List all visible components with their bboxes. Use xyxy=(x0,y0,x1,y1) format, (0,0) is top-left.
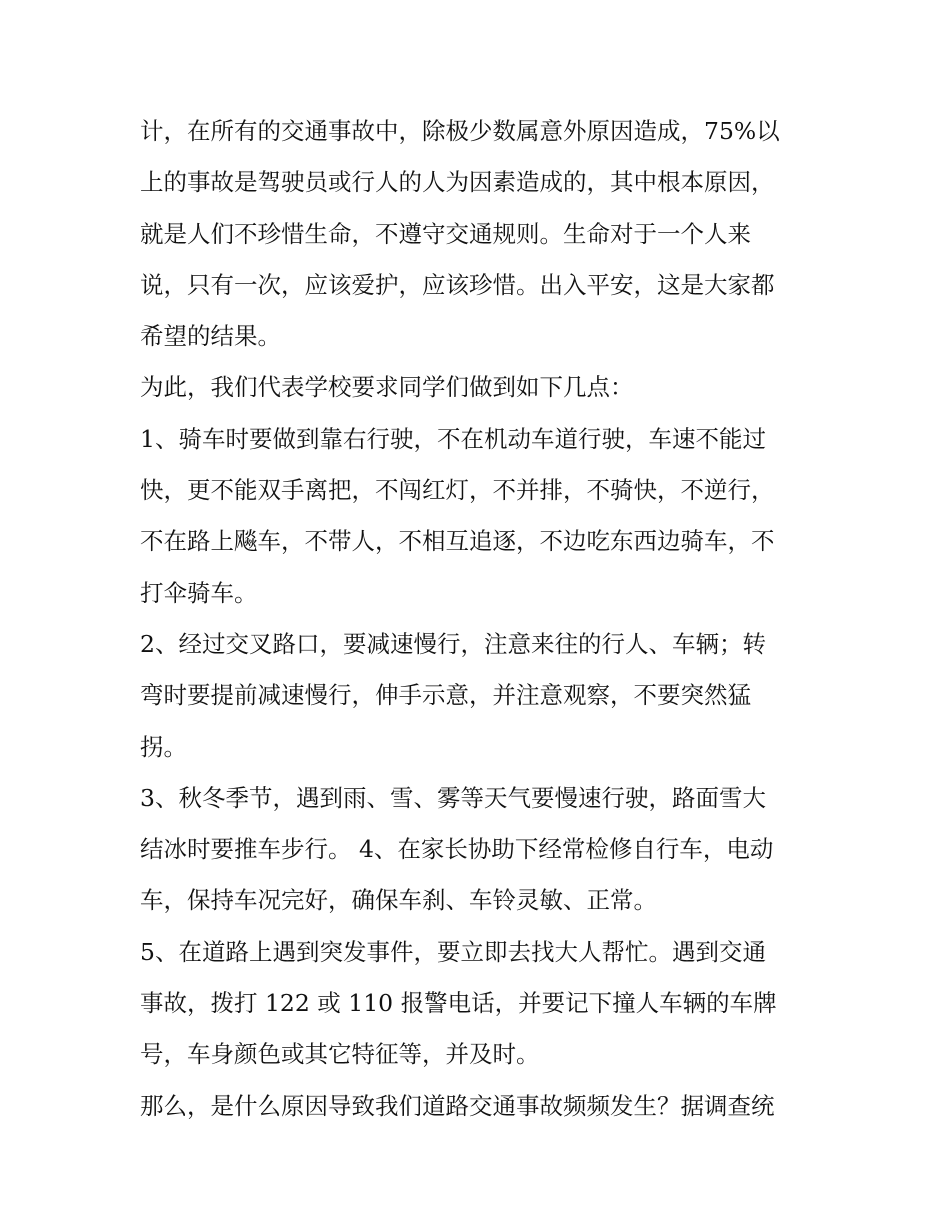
text-line: 为此，我们代表学校要求同学们做到如下几点： xyxy=(140,373,634,402)
text-line: 希望的结果。 xyxy=(140,322,281,351)
text-line: 弯时要提前减速慢行，伸手示意，并注意观察，不要突然猛 xyxy=(140,681,751,710)
text-line: 车，保持车况完好，确保车刹、车铃灵敏、正常。 xyxy=(140,886,657,915)
text-line: 计，在所有的交通事故中，除极少数属意外原因造成，75%以 xyxy=(140,117,780,145)
text-line: 结冰时要推车步行。 4、在家长协助下经常检修自行车，电动 xyxy=(140,835,774,864)
text-line: 快，更不能双手离把，不闯红灯，不并排，不骑快，不逆行， xyxy=(140,476,775,505)
text-line: 事故，拨打 122 或 110 报警电话，并要记下撞人车辆的车牌 xyxy=(140,989,777,1018)
text-line: 那么，是什么原因导致我们道路交通事故频频发生？据调查统 xyxy=(140,1091,775,1120)
text-line: 1、骑车时要做到靠右行驶，不在机动车道行驶，车速不能过 xyxy=(140,424,766,453)
text-line: 3、秋冬季节，遇到雨、雪、雾等天气要慢速行驶，路面雪大 xyxy=(140,783,766,812)
text-line: 不在路上飚车，不带人，不相互追逐，不边吃东西边骑车，不 xyxy=(140,527,775,556)
text-line: 说，只有一次，应该爱护，应该珍惜。出入平安，这是大家都 xyxy=(140,270,775,299)
text-line: 打伞骑车。 xyxy=(140,578,258,607)
text-line: 2、经过交叉路口，要减速慢行，注意来往的行人、车辆；转 xyxy=(140,629,766,658)
text-line: 上的事故是驾驶员或行人的人为因素造成的，其中根本原因， xyxy=(140,168,775,197)
text-line: 号，车身颜色或其它特征等，并及时。 xyxy=(140,1040,540,1069)
text-line: 拐。 xyxy=(140,732,187,761)
text-line: 就是人们不珍惜生命，不遵守交通规则。生命对于一个人来 xyxy=(140,219,751,248)
body-text xyxy=(140,106,820,1132)
text-line: 5、在道路上遇到突发事件，要立即去找大人帮忙。遇到交通 xyxy=(140,937,766,966)
